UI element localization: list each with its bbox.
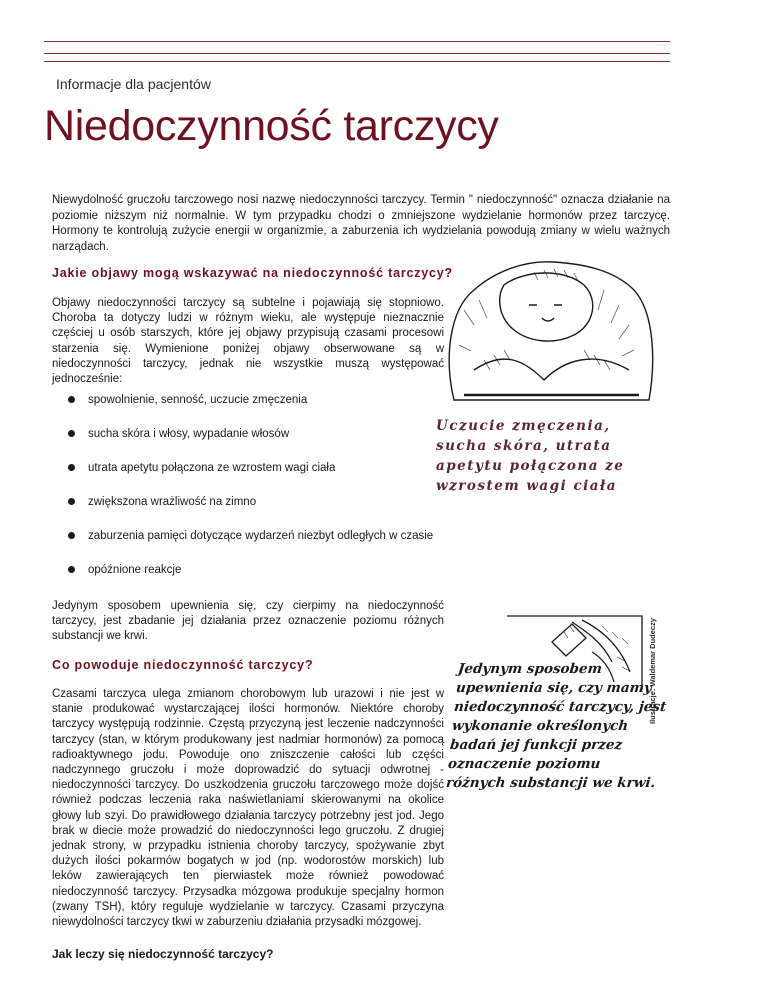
section-heading-treatment: Jak leczy się niedoczynność tarczycy? [52,947,274,961]
handwritten-note: Jedynym sposobem upewnienia się, czy mamy niedoczynność tarczycy, jest wykonanie określonych badań jej funkcji przez oznaczenie poziomu różnych substancji we krwi. [445,661,668,791]
header-rule [44,61,670,62]
intro-paragraph: Niewydolność gruczołu tarczowego nosi nazwę niedoczynności tarczycy. Termin " niedoczynność" oznacza działanie na poziomie niższym niż normalnie. W tym przypadku chodzi o zmniejszone wydzielanie hormonów przez tarczycę. Hormony te kontrolują zużycie energii w organizmie, a zaburzenia ich wydzielania powodują zmiany w wielu ważnych narządach. [52,194,670,253]
section-heading-symptoms: Jakie objawy mogą wskazywać na niedoczynność tarczycy? [52,266,453,280]
page-title: Niedoczynność tarczycy [44,102,499,150]
symptoms-list [68,392,433,596]
list-item: zwiększona wrażliwość na zimno [68,494,433,528]
bullet-icon [68,396,75,403]
bullet-icon [68,430,75,437]
illustration-caption: Uczucie zmęczenia, sucha skóra, utrata apetytu połączona ze wzrostem wagi ciała [436,418,625,494]
bullet-icon [68,464,75,471]
symptoms-paragraph: Objawy niedoczynności tarczycy są subtelne i pojawiają się stopniowo. Choroba ta dotyczy ludzi w różnym wieku, ale występuje nieznacznie częściej u osób starszych, które jej objawy przypisują czasami procesowi starzenia się. Wymienione poniżej objawy obserwowane są w niedoczynności tarczycy, jednak nie wszystkie muszą występować jednocześnie: [52,297,444,386]
diagnosis-paragraph: Jedynym sposobem upewnienia się, czy cierpimy na niedoczynność tarczycy, jest zbadanie jej działania przez oznaczenie poziomu różnych substancji we krwi. [52,600,444,643]
list-item: zaburzenia pamięci dotyczące wydarzeń niezbyt odległych w czasie [68,528,433,562]
causes-paragraph: Czasami tarczyca ulega zmianom chorobowym lub urazowi i nie jest w stanie produkować wystarczającej ilości hormonów. Niektóre choroby tarczycy występują rodzinnie. Częstą przyczyną jest leczenie nadczynności tarczycy (stan, w którym produkowany jest nadmiar hormonów) za pomocą radioaktywnego jodu. Powoduje ono zniszczenie całości lub części nadczynnego gruczołu i może doprowadzić do sytuacji odwrotnej - niedoczynności tarczycy. Do uszkodzenia gruczołu tarczowego może dojść również podczas leczenia raka naświetlaniami skierowanymi na okolice głowy lub szyi. Do prawidłowego działania tarczycy potrzebny jest jod. Jego brak w diecie może prowadzić do niedoczynności lego gruczołu. Z drugiej jednak strony, w przypadku istnienia choroby tarczycy, spożywanie zbyt dużych ilości pokarmów bogatych w jod (np. wodorostów morskich) lub leków zawierających ten pierwiastek może również powodować niedoczynność tarczycy. Przysadka mózgowa produkuje specjalny hormon (zwany TSH), który reguluje wydzielanie w tarczycy. Czasami przyczyna niewydolności tarczycy tkwi w zaburzeniu działania przysadki mózgowej. [52,688,444,929]
illustration-credit: Ilustracje: Waldemar Dudeczy [648,617,657,724]
illustration-tired-person [434,250,662,415]
list-item: opóźnione reakcje [68,562,433,596]
bullet-icon [68,498,75,505]
list-item: spowolnienie, senność, uczucie zmęczenia [68,392,433,426]
page-subtitle: Informacje dla pacjentów [56,76,211,92]
list-item: sucha skóra i włosy, wypadanie włosów [68,426,433,460]
bullet-icon [68,566,75,573]
top-double-rule [44,41,670,54]
list-item: utrata apetytu połączona ze wzrostem wagi ciała [68,460,433,494]
bullet-icon [68,532,75,539]
section-heading-causes: Co powoduje niedoczynność tarczycy? [52,658,314,672]
